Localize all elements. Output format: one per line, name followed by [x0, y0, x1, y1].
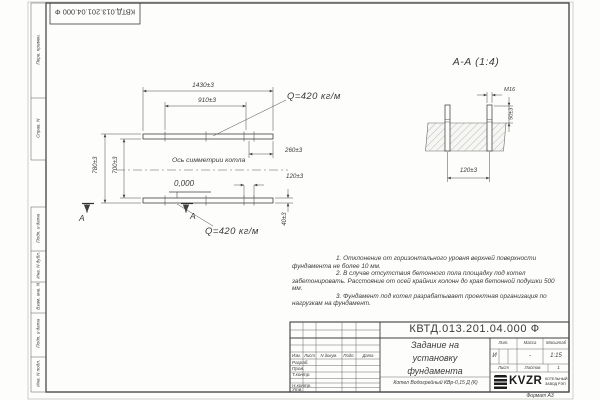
format-note: Формат А3 — [526, 392, 554, 399]
row-razrab: Разраб. — [292, 359, 309, 365]
dim-260: 260±3 — [285, 147, 303, 154]
section-title: А-А (1:4) — [452, 56, 500, 68]
section-cut-arrows — [82, 204, 193, 213]
kvzr-logo-subtext-1: КОТЕЛЬНЫЙ — [545, 377, 568, 381]
col-header-list: Лист — [304, 352, 315, 358]
dim-40: 40±3 — [282, 212, 288, 226]
row-prov: Пров. — [292, 365, 305, 371]
sheets-value: 1 — [557, 364, 560, 370]
doc-number: КВТД.013.201.04.000 Ф — [409, 323, 540, 335]
drawing-title-line3: фундамента — [407, 366, 463, 376]
foundation-block — [426, 123, 507, 151]
mass-value: - — [529, 353, 531, 359]
sheets-label: Листов — [524, 364, 541, 370]
lit-header: Лит. — [498, 340, 509, 345]
dim-50-section: 50±3 — [508, 107, 515, 120]
dim-910: 910±3 — [197, 97, 217, 104]
plan-rail-bottom — [143, 198, 273, 203]
load-label-bottom: Q=420 кг/м — [205, 226, 259, 237]
anchor-bolt-ticks — [165, 132, 254, 206]
kvzr-logo-text: KVZR — [509, 375, 543, 387]
dim-120-section: 120±3 — [459, 167, 478, 174]
drawing-title-line1: Задание на — [411, 340, 459, 350]
anchor-bolt-left — [445, 105, 450, 151]
drawing-title-line2: установку — [412, 353, 458, 363]
dim-700: 700±3 — [111, 156, 119, 174]
plan-rail-top — [143, 134, 273, 139]
dim-1430: 1430±3 — [192, 82, 214, 89]
technical-notes — [292, 255, 555, 308]
sheet-label: Лист — [497, 364, 510, 370]
note-2: 2. В случае отсутствия бетонного пола площадку под котел забетонировать. Расстояние от осей крайних колонн до края бетонной подушки 500 мм. — [292, 270, 555, 292]
lit-value: И — [492, 353, 497, 359]
margin-label-sprav-n: Справ. N — [35, 118, 41, 138]
elevation-label: 0,000 — [174, 179, 195, 188]
section-letter-right: А — [190, 211, 196, 221]
col-header-ndokum: N докум. — [320, 352, 338, 358]
kvzr-logo-icon — [494, 375, 507, 390]
load-leader-top — [213, 100, 286, 136]
section-view — [426, 105, 507, 151]
mass-header: Масса — [523, 340, 537, 345]
anchor-bolt-right — [487, 105, 492, 151]
kvzr-logo-subtext-2: ЗАВОД РЭП — [545, 382, 566, 386]
margin-label-inv-dubl: Инв. N дубл. — [35, 252, 41, 279]
plan-dimension-lines — [101, 87, 293, 212]
col-header-izm: Изм. — [292, 352, 301, 358]
scale-value: 1:15 — [550, 353, 562, 359]
bolt-size-label: М16 — [504, 87, 516, 93]
margin-label-inv-podl: Инв. N подл. — [35, 359, 41, 387]
row-tkontr: Т.контр. — [292, 372, 311, 377]
row-nkontr: Н.контр. — [292, 382, 312, 388]
col-header-podp: Подп. — [343, 352, 355, 358]
note-3: 3. Фундамент под котел разрабатывает проектная организация по нагрузкам на фундамент. — [292, 292, 547, 307]
margin-label-podp-data-1: Подп. и дата — [35, 213, 41, 243]
margin-label-perv-primen: Перв. примен. — [35, 34, 41, 65]
section-letter-left: А — [79, 213, 85, 223]
top-corner-doc-stamp: КВТД.013.201.04.000 Ф — [54, 7, 136, 17]
dim-780: 780±3 — [91, 156, 99, 174]
load-label-top: Q=420 кг/м — [287, 91, 341, 102]
symmetry-axis-label: Ось симметрии котла — [172, 157, 246, 164]
row-utv: Утв. — [292, 387, 303, 392]
col-header-data: Дата — [362, 352, 374, 358]
dim-120-plan: 120±3 — [286, 173, 304, 180]
note-1: 1. Отклонение от горизонтального уровня верхней поверхности фундамента не более 10 мм. — [292, 255, 537, 270]
margin-label-vzam-inv: Взам. инв. N — [35, 282, 41, 310]
product-name: Котел Водогрейный КВр-0,15 Д (К) — [393, 380, 478, 386]
scale-header: Масштаб — [545, 340, 567, 345]
margin-label-podp-data-2: Подп. и дата — [35, 318, 41, 348]
